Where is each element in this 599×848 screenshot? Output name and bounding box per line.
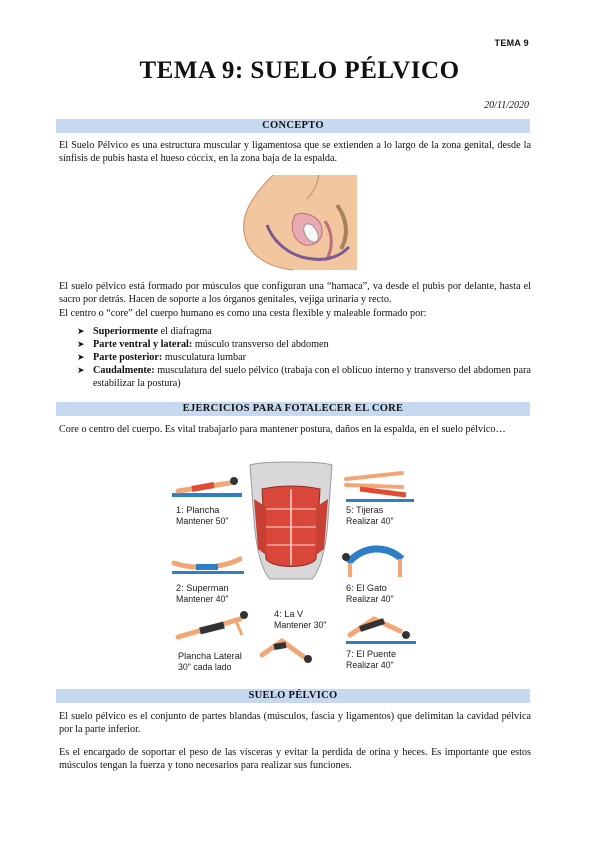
exercise-label-el-gato: 6: El Gato Realizar 40" — [346, 583, 394, 604]
pelvic-anatomy-illustration — [233, 175, 357, 271]
side-plank-exercise-figure — [178, 611, 248, 637]
page-title: TEMA 9: SUELO PÉLVICO — [139, 57, 460, 84]
core-exercises-infographic — [170, 459, 418, 681]
concepto-body-2: El centro o “core” del cuerpo humano es como una cesta flexible y maleable formado por: — [59, 308, 427, 319]
concepto-body-1: El suelo pélvico está formado por músculos que configuran una “hamaca”, va desde el pubis por delante, hasta el sacro por detrás. Hacen de soporte a los órganos genitales, vejiga urinaria y recto. — [59, 281, 531, 306]
section-heading-suelo-pelvico: SUELO PÉLVICO — [56, 689, 530, 703]
suelo-paragraph-1: El suelo pélvico es el conjunto de partes blandas (músculos, fascia y ligamentos) que delimitan la cavidad pélvica por la parte inferior. — [59, 711, 531, 736]
list-item: ➤ Caudalmente: musculatura del suelo pélvico (trabaja con el oblicuo interno y transverso del abdomen para estabilizar la postura) — [77, 365, 531, 389]
cat-exercise-figure — [342, 549, 402, 577]
arrow-bullet-icon: ➤ — [77, 365, 85, 375]
list-item: ➤ Parte posterior: musculatura lumbar — [77, 352, 247, 363]
ejercicios-intro: Core o centro del cuerpo. Es vital trabajarlo para mantener postura, daños en la espalda, en el suelo pélvico… — [59, 424, 506, 435]
exercise-label-plancha: 1: Plancha Mantener 50" — [176, 505, 229, 526]
document-date: 20/11/2020 — [484, 100, 529, 111]
exercise-label-superman: 2: Superman Mantener 40" — [176, 583, 229, 604]
concepto-intro: El Suelo Pélvico es una estructura muscular y ligamentosa que se extienden a lo largo de la zona genital, desde la sínfisis de pubis hasta el hueso cóccix, en la zona baja de la espalda. — [59, 140, 531, 165]
core-components-list — [77, 325, 532, 390]
exercise-label-plancha-lateral: Plancha Lateral 30" cada lado — [178, 651, 242, 672]
arrow-bullet-icon: ➤ — [77, 326, 85, 336]
suelo-paragraph-2: Es el encargado de soportar el peso de las vísceras y evitar la perdida de orina y heces. Es importante que estos músculos tengan la fuerza y tono necesarios para realizar sus funciones. — [59, 747, 531, 772]
list-item: ➤ Superiormente el diafragma — [77, 326, 212, 337]
list-item: ➤ Parte ventral y lateral: músculo transverso del abdomen — [77, 339, 329, 350]
abdominal-muscles-illustration — [250, 462, 332, 579]
arrow-bullet-icon: ➤ — [77, 339, 85, 349]
plank-exercise-figure — [172, 477, 242, 497]
header-tag: TEMA 9 — [494, 38, 529, 48]
arrow-bullet-icon: ➤ — [77, 352, 85, 362]
exercise-label-tijeras: 5: Tijeras Realizar 40" — [346, 505, 394, 526]
superman-exercise-figure — [172, 559, 244, 574]
section-heading-ejercicios: EJERCICIOS PARA FOTALECER EL CORE — [56, 402, 530, 416]
v-sit-exercise-figure — [262, 641, 312, 663]
section-heading-concepto: CONCEPTO — [56, 119, 530, 133]
exercise-label-la-v: 4: La V Mantener 30" — [274, 609, 327, 630]
bridge-exercise-figure — [346, 619, 416, 644]
scissors-exercise-figure — [346, 473, 414, 502]
exercise-label-el-puente: 7: El Puente Realizar 40" — [346, 649, 397, 670]
